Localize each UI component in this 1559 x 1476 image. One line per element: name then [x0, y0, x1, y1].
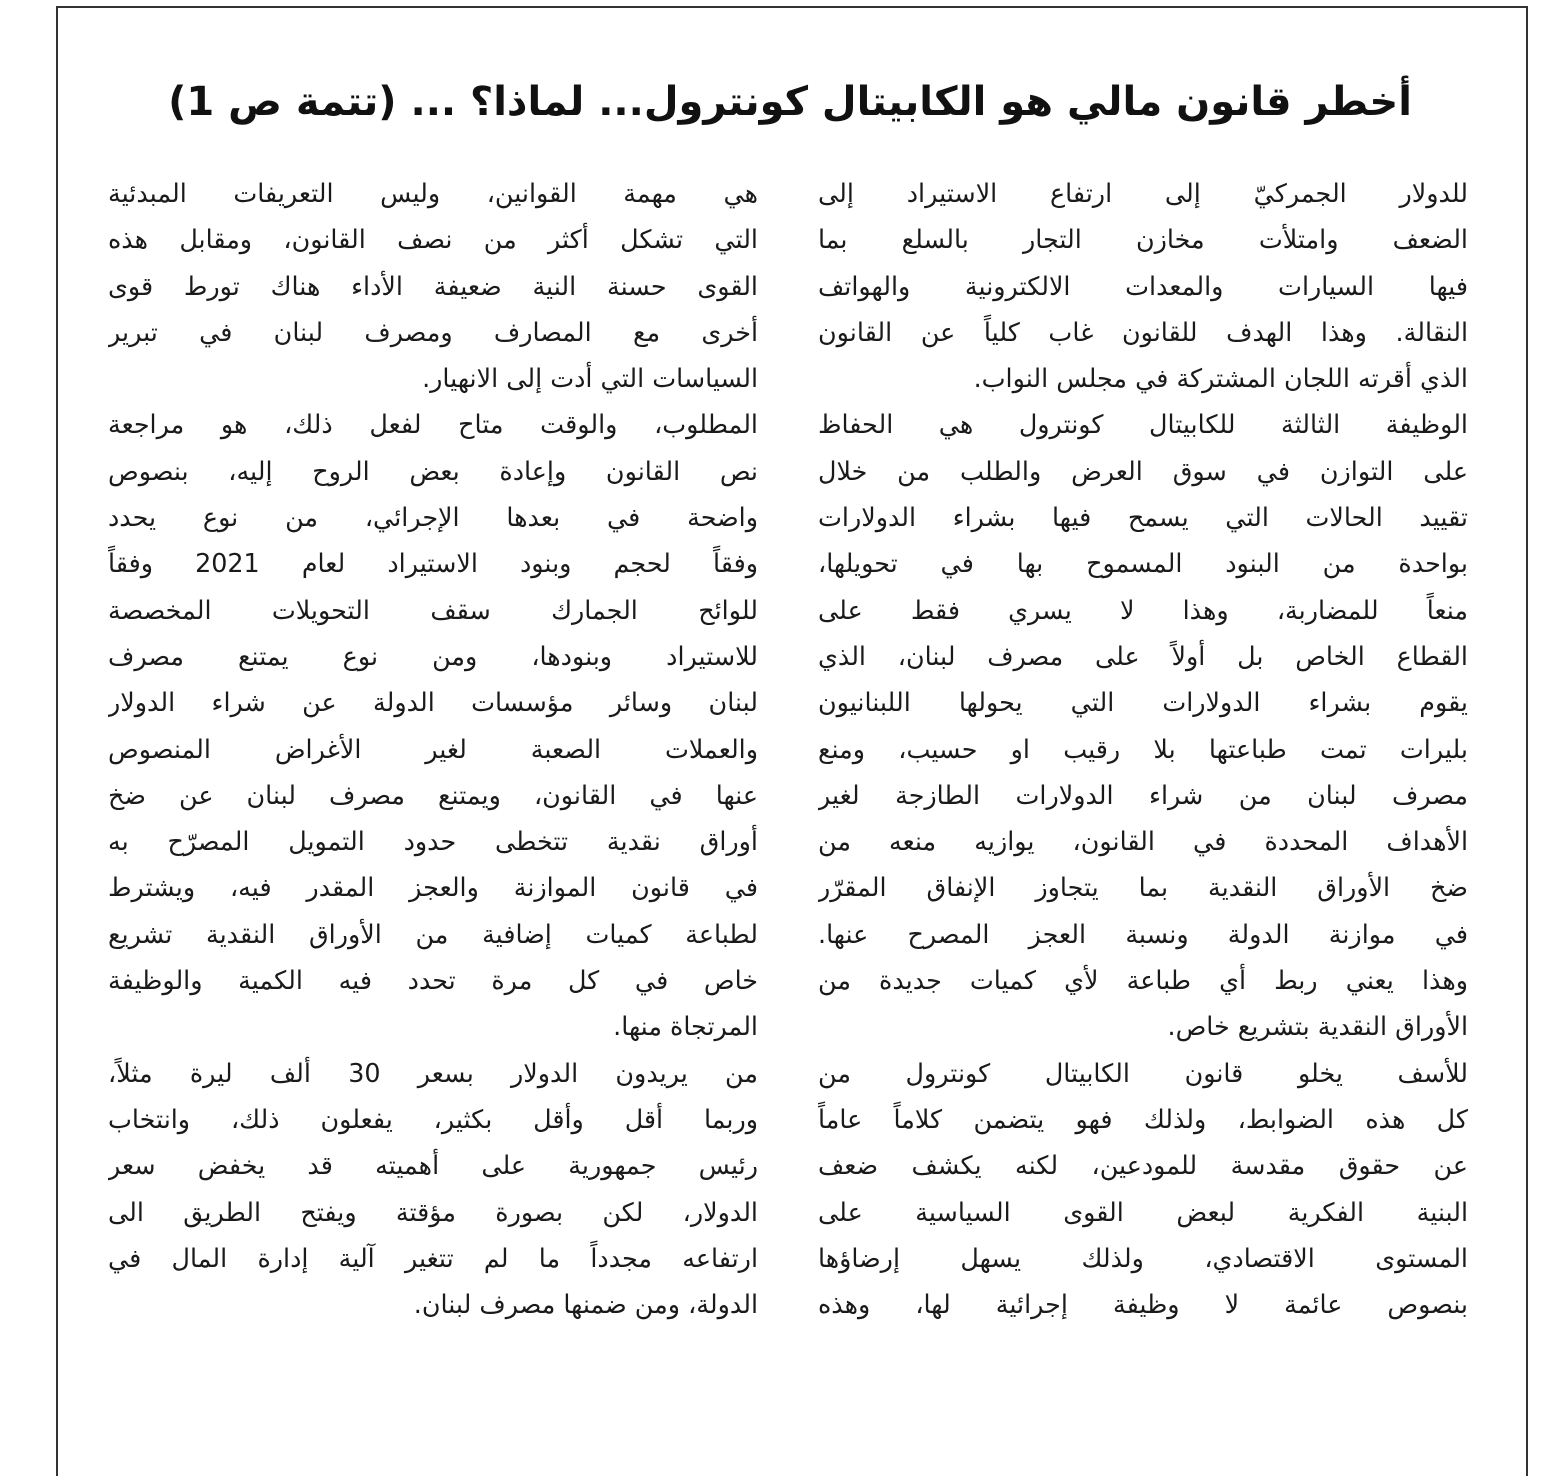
- text-line: وفقاً لحجم وبنود الاستيراد لعام 2021 وفقاً: [108, 548, 758, 579]
- text-line: ضخ الأوراق النقدية بما يتجاوز الإنفاق المقرّر: [818, 872, 1468, 903]
- text-line: التي تشكل أكثر من نصف القانون، ومقابل هذه: [108, 224, 758, 255]
- article-column-left: [108, 170, 758, 1327]
- text-line: منعاً للمضاربة، وهذا لا يسري فقط على: [818, 594, 1468, 625]
- text-line: نص القانون وإعادة بعض الروح إليه، بنصوص: [108, 455, 758, 486]
- text-line: والعملات الصعبة لغير الأغراض المنصوص: [108, 733, 758, 764]
- text-line: المرتجاة منها.: [613, 1011, 758, 1042]
- text-line: الدولة، ومن ضمنها مصرف لبنان.: [413, 1289, 758, 1320]
- text-line: تقييد الحالات التي يسمح فيها بشراء الدولارات: [818, 502, 1468, 533]
- text-line: لبنان وسائر مؤسسات الدولة عن شراء الدولار: [108, 687, 758, 718]
- text-line: يقوم بشراء الدولارات التي يحولها اللبنانيون: [818, 687, 1468, 718]
- text-line: فيها السيارات والمعدات الالكترونية والهواتف: [818, 270, 1468, 301]
- text-line: أوراق نقدية تتخطى حدود التمويل المصرّح به: [108, 826, 758, 857]
- text-line: هي مهمة القوانين، وليس التعريفات المبدئية: [108, 178, 758, 208]
- text-line: بواحدة من البنود المسموح بها في تحويلها،: [818, 548, 1468, 579]
- text-line: أخرى مع المصارف ومصرف لبنان في تبرير: [108, 316, 758, 347]
- text-line: في موازنة الدولة ونسبة العجز المصرح عنها.: [818, 918, 1468, 949]
- text-line: للاستيراد وبنودها، ومن نوع يمتنع مصرف: [108, 640, 758, 671]
- article-headline: أخطر قانون مالي هو الكابيتال كونترول... لماذا؟ ... (تتمة ص 1): [168, 79, 1412, 125]
- text-line: الأوراق النقدية بتشريع خاص.: [1167, 1011, 1468, 1042]
- text-line: للوائح الجمارك سقف التحويلات المخصصة: [108, 594, 758, 625]
- text-line: المستوى الاقتصادي، ولذلك يسهل إرضاؤها: [818, 1242, 1468, 1273]
- text-line: ارتفاعه مجدداً ما لم تتغير آلية إدارة المال في: [108, 1242, 758, 1273]
- article-column-right: [818, 170, 1468, 1327]
- text-line: وهذا يعني ربط أي طباعة لأي كميات جديدة من: [818, 965, 1468, 996]
- text-line: السياسات التي أدت إلى الانهيار.: [422, 363, 758, 394]
- text-line: القطاع الخاص بل أولاً على مصرف لبنان، الذي: [818, 640, 1468, 671]
- text-line: للدولار الجمركيّ إلى ارتفاع الاستيراد إلى: [818, 178, 1468, 208]
- text-line: لطباعة كميات إضافية من الأوراق النقدية تشريع: [108, 918, 758, 949]
- text-line: مصرف لبنان من شراء الدولارات الطازجة لغير: [818, 779, 1468, 810]
- text-line: النقالة. وهذا الهدف للقانون غاب كلياً عن القانون: [818, 316, 1468, 347]
- text-line: بليرات تمت طباعتها بلا رقيب او حسيب، ومنع: [818, 733, 1468, 764]
- text-line: رئيس جمهورية على أهميته قد يخفض سعر: [108, 1150, 758, 1181]
- text-line: من يريدون الدولار بسعر 30 ألف ليرة مثلاً،: [108, 1057, 758, 1088]
- text-line: الضعف وامتلأت مخازن التجار بالسلع بما: [818, 224, 1468, 255]
- text-line: في قانون الموازنة والعجز المقدر فيه، ويشترط: [108, 872, 758, 903]
- text-line: واضحة في بعدها الإجرائي، من نوع يحدد: [108, 502, 758, 533]
- text-line: عنها في القانون، ويمتنع مصرف لبنان عن ضخ: [108, 779, 758, 810]
- text-line: الذي أقرته اللجان المشتركة في مجلس النواب.: [973, 363, 1468, 394]
- text-line: الدولار، لكن بصورة مؤقتة ويفتح الطريق الى: [108, 1196, 758, 1227]
- text-line: المطلوب، والوقت متاح لفعل ذلك، هو مراجعة: [108, 409, 758, 440]
- text-line: وربما أقل وأقل بكثير، يفعلون ذلك، وانتخاب: [108, 1103, 758, 1134]
- text-line: للأسف يخلو قانون الكابيتال كونترول من: [818, 1057, 1468, 1088]
- text-line: القوى حسنة النية ضعيفة الأداء هناك تورط قوى: [108, 270, 758, 301]
- text-line: الأهداف المحددة في القانون، يوازيه منعه من: [818, 826, 1468, 857]
- text-line: بنصوص عائمة لا وظيفة إجرائية لها، وهذه: [818, 1289, 1468, 1320]
- text-line: كل هذه الضوابط، ولذلك فهو يتضمن كلاماً عاماً: [818, 1103, 1468, 1134]
- text-line: الوظيفة الثالثة للكابيتال كونترول هي الحفاظ: [818, 409, 1468, 440]
- text-line: عن حقوق مقدسة للمودعين، لكنه يكشف ضعف: [818, 1150, 1468, 1181]
- text-line: خاص في كل مرة تحدد فيه الكمية والوظيفة: [108, 965, 758, 996]
- text-line: على التوازن في سوق العرض والطلب من خلال: [818, 455, 1468, 486]
- text-line: البنية الفكرية لبعض القوى السياسية على: [818, 1196, 1468, 1227]
